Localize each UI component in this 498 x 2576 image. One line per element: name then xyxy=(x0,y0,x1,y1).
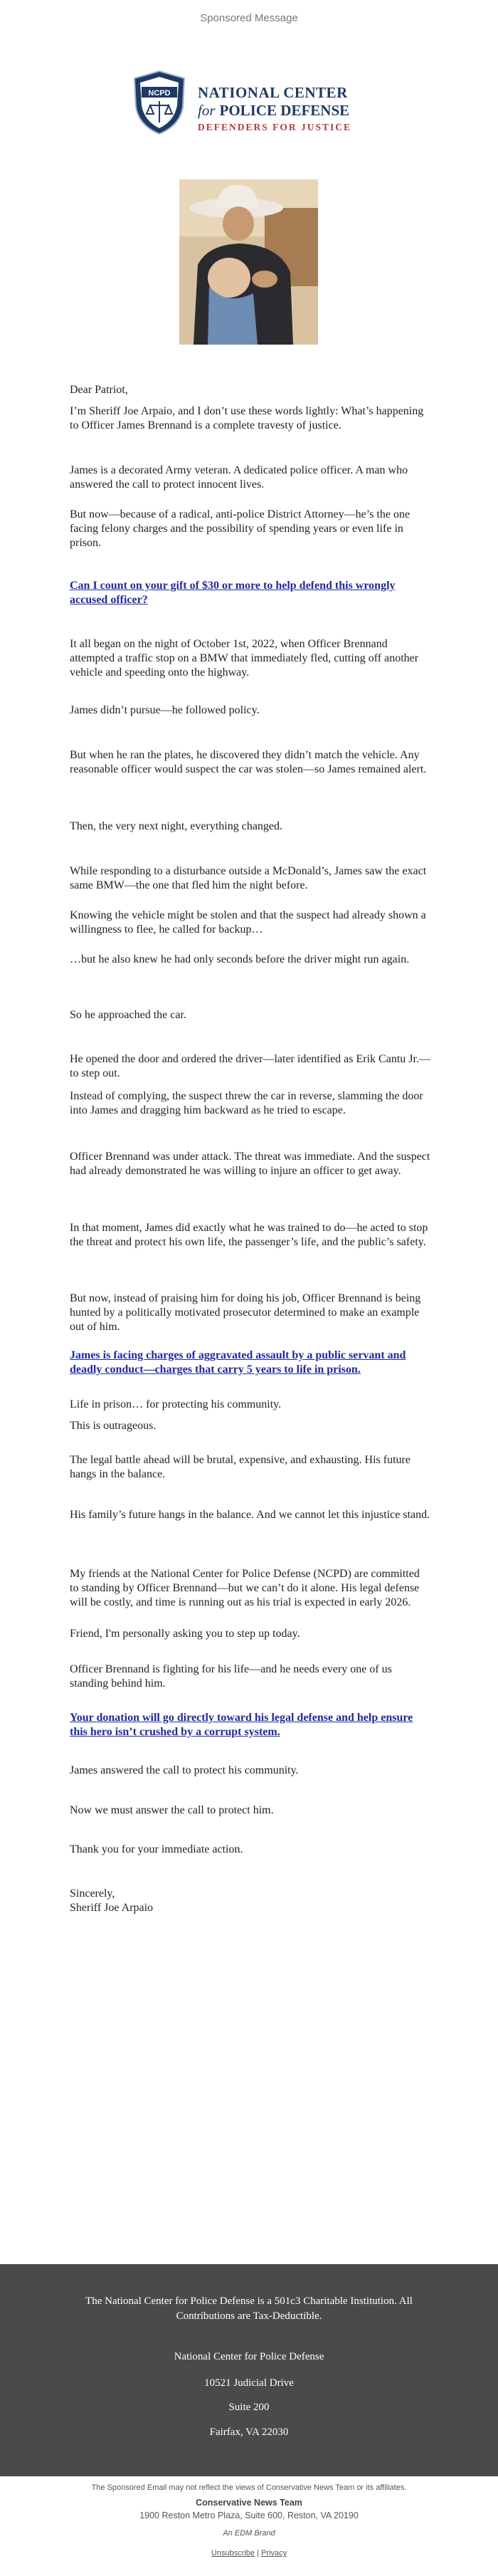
paragraph: Officer Brennand is fighting for his life—and he needs every one of us standing behind him. xyxy=(70,1663,392,1690)
org-name-line2 xyxy=(198,102,349,120)
greeting: Dear Patriot, xyxy=(70,384,128,396)
paragraph: Officer Brennand was under attack. The threat was immediate. And the suspect had already demonstrated he was willing to injure an officer to get away. xyxy=(70,1151,430,1177)
charges-link[interactable]: James is facing charges of aggravated assault by a public servant and deadly conduct—charges that carry 5 years to life in prison. xyxy=(70,1349,406,1376)
donate-link-paragraph xyxy=(70,579,431,607)
footer-org-info xyxy=(0,2264,498,2476)
footer-org-name: National Center for Police Defense xyxy=(174,2351,324,2362)
footer-city: Fairfax, VA 22030 xyxy=(209,2426,289,2438)
paragraph: The legal battle ahead will be brutal, expensive, and exhausting. His future hangs in the balance. xyxy=(70,1454,410,1480)
sender-address: 1900 Reston Metro Plaza, Suite 600, Reston, VA 20190 xyxy=(139,2510,359,2520)
paragraph: …but he also knew he had only seconds before the driver might run again. xyxy=(70,953,410,965)
paragraph: James didn’t pursue—he followed policy. xyxy=(70,704,260,716)
paragraph: This is outrageous. xyxy=(70,1420,157,1432)
footer-street: 10521 Judicial Drive xyxy=(204,2377,294,2389)
footer-suite: Suite 200 xyxy=(228,2402,270,2413)
paragraph: But now, instead of praising him for doing his job, Officer Brennand is being hunted by a politically motivated prosecutor determined to make an example out of him. xyxy=(70,1292,421,1333)
badge-text: NCPD xyxy=(148,89,171,98)
donate-link-30[interactable]: Can I count on your gift of $30 or more to help defend this wrongly accused officer? xyxy=(70,580,396,606)
org-name-for: for xyxy=(198,102,216,119)
ncpd-logo xyxy=(132,70,374,137)
paragraph: James answered the call to protect his community. xyxy=(70,1764,299,1776)
footer-links xyxy=(0,2549,498,2557)
unsubscribe-link[interactable]: Unsubscribe xyxy=(211,2549,255,2557)
privacy-link[interactable]: Privacy xyxy=(261,2549,287,2557)
police-badge-icon xyxy=(132,70,187,135)
sponsored-label: Sponsored Message xyxy=(200,12,298,24)
sender-name: Conservative News Team xyxy=(196,2498,302,2508)
paragraph: While responding to a disturbance outside a McDonald’s, James saw the exact same BMW—the one that fled him the night before. xyxy=(70,865,427,891)
brand-label: An EDM Brand xyxy=(223,2529,275,2538)
charity-statement: The National Center for Police Defense is a 501c3 Charitable Institution. All Contributions are Tax-Deductible. xyxy=(85,2295,413,2322)
paragraph: He opened the door and ordered the driver—later identified as Erik Cantu Jr.—to step out. xyxy=(70,1053,430,1079)
paragraph: Instead of complying, the suspect threw the car in reverse, slamming the door into James and dragging him backward as he tried to escape. xyxy=(70,1090,423,1116)
org-name-police-defense: POLICE DEFENSE xyxy=(219,102,350,119)
paragraph: Life in prison… for protecting his community. xyxy=(70,1398,282,1410)
paragraph: My friends at the National Center for Police Defense (NCPD) are committed to standing by Officer Brennand—but we can’t do it alone. His legal defense will be costly, and time is running out as his trial is expected in early 2026. xyxy=(70,1568,420,1608)
org-name-line1: NATIONAL CENTER xyxy=(198,84,348,101)
link-separator: | xyxy=(257,2549,259,2557)
paragraph: James is a decorated Army veteran. A dedicated police officer. A man who answered the call to protect innocent lives. xyxy=(70,464,408,491)
paragraph: Knowing the vehicle might be stolen and that the suspect had already shown a willingness to flee, he called for backup… xyxy=(70,909,426,936)
paragraph: But now—because of a radical, anti-police District Attorney—he’s the one facing felony charges and the possibility of spending years or even life in prison. xyxy=(70,508,410,549)
org-tagline: DEFENDERS FOR JUSTICE xyxy=(198,122,352,132)
sheriff-photo xyxy=(179,179,318,345)
paragraph: In that moment, James did exactly what he was trained to do—he acted to stop the threat and protect his own life, the passenger’s life, and the public’s safety. xyxy=(70,1222,428,1248)
paragraph: Now we must answer the call to protect him. xyxy=(70,1804,274,1816)
paragraph: It all began on the night of October 1st, 2022, when Officer Brennand attempted a traffic stop on a BMW that immediately fled, cutting off another vehicle and speeding onto the highway. xyxy=(70,638,419,679)
paragraph: Friend, I'm personally asking you to step up today. xyxy=(70,1628,300,1640)
paragraph: Thank you for your immediate action. xyxy=(70,1843,243,1855)
signature-name: Sheriff Joe Arpaio xyxy=(70,1902,154,1914)
sign-off: Sincerely, xyxy=(70,1888,115,1900)
charges-link-paragraph xyxy=(70,1349,431,1377)
paragraph: But when he ran the plates, he discovered they didn’t match the vehicle. Any reasonable officer would suspect the car was stolen—so James remained alert. xyxy=(70,749,427,775)
donation-link[interactable]: Your donation will go directly toward his legal defense and help ensure this hero isn’t crushed by a corrupt system. xyxy=(70,1712,413,1738)
disclaimer: The Sponsored Email may not reflect the views of Conservative News Team or its affiliates. xyxy=(91,2483,407,2492)
paragraph: So he approached the car. xyxy=(70,1009,186,1021)
paragraph: Then, the very next night, everything changed. xyxy=(70,820,283,832)
donation-link-paragraph xyxy=(70,1711,431,1739)
paragraph: His family’s future hangs in the balance. And we cannot let this injustice stand. xyxy=(70,1509,430,1521)
paragraph: I’m Sheriff Joe Arpaio, and I don’t use these words lightly: What’s happening to Officer James Brennand is a complete travesty of justice. xyxy=(70,405,424,431)
